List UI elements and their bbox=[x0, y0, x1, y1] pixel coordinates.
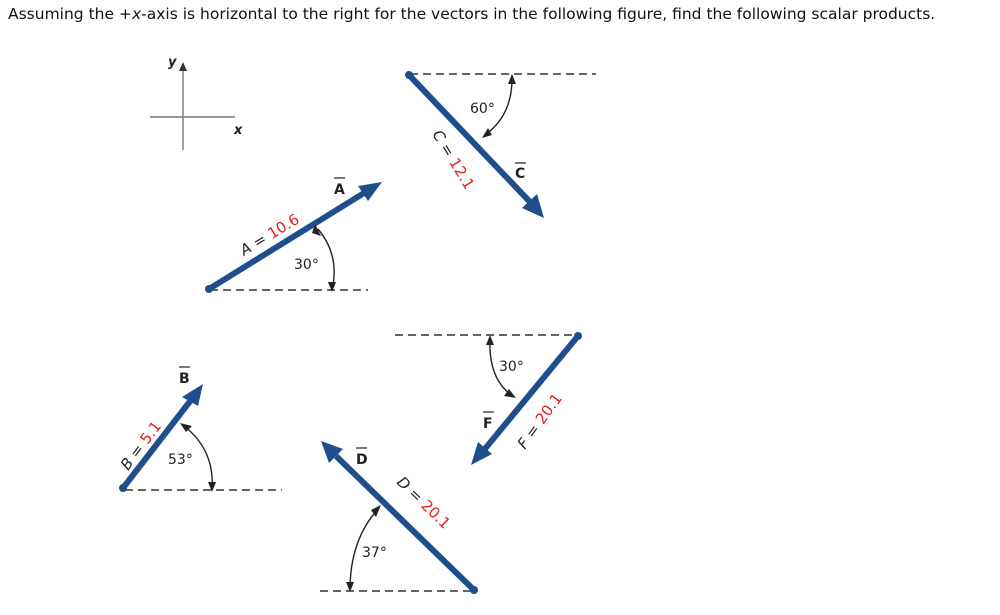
vector-d-tail-dot bbox=[470, 586, 478, 594]
vector-f bbox=[395, 332, 582, 465]
vector-b-symbol: B bbox=[179, 371, 190, 387]
vector-c-magnitude: 12.1 bbox=[445, 154, 478, 193]
vector-a-shaft bbox=[209, 193, 364, 289]
statement-part-1: Assuming the + bbox=[8, 5, 132, 23]
y-axis-label: y bbox=[168, 55, 177, 70]
vector-b bbox=[117, 367, 282, 492]
x-axis-label: x bbox=[234, 123, 243, 138]
vector-d-magnitude: 20.1 bbox=[417, 496, 454, 533]
vector-b-tail-dot bbox=[119, 484, 127, 492]
vector-b-eq: B = bbox=[116, 436, 151, 474]
vector-f-magnitude-label bbox=[514, 390, 566, 452]
y-axis-arrow-icon bbox=[179, 62, 187, 71]
vector-d-symbol: D bbox=[356, 452, 368, 468]
vector-f-magnitude: 20.1 bbox=[531, 389, 566, 428]
vector-a-tail-dot bbox=[205, 285, 213, 293]
statement-axis-variable: x bbox=[131, 5, 142, 23]
vector-c-symbol: C bbox=[515, 166, 526, 182]
vector-c-arc-head-icon bbox=[482, 128, 492, 138]
vector-f-eq: F = bbox=[513, 416, 547, 453]
vector-f-symbol: F bbox=[483, 416, 493, 432]
vector-c-tail-dot bbox=[405, 71, 413, 79]
vector-d-eq: D = bbox=[393, 472, 430, 510]
vector-a-magnitude: 10.6 bbox=[264, 210, 303, 243]
vector-c-arc-tail-icon bbox=[508, 74, 516, 84]
vector-f-angle: 30° bbox=[499, 359, 524, 375]
vector-a bbox=[205, 178, 382, 293]
vector-a-symbol: A bbox=[334, 182, 345, 198]
vector-a-eq: A = bbox=[236, 227, 274, 260]
vector-c-angle: 60° bbox=[470, 101, 495, 117]
vector-b-angle: 53° bbox=[168, 452, 193, 468]
vector-d bbox=[320, 441, 478, 594]
vector-c-eq: C = bbox=[428, 126, 461, 164]
vector-c bbox=[405, 71, 596, 218]
vector-a-angle: 30° bbox=[294, 257, 319, 273]
vector-a-angle-arc bbox=[318, 229, 334, 290]
statement-part-2: -axis is horizontal to the right for the vectors in the following figure, find the following scalar products. bbox=[141, 5, 936, 23]
axes-icon bbox=[150, 55, 243, 150]
vector-d-angle: 37° bbox=[362, 545, 387, 561]
vector-b-magnitude: 5.1 bbox=[136, 417, 166, 448]
vector-f-tail-dot bbox=[574, 332, 582, 340]
vector-f-arc-tail-icon bbox=[486, 335, 494, 345]
